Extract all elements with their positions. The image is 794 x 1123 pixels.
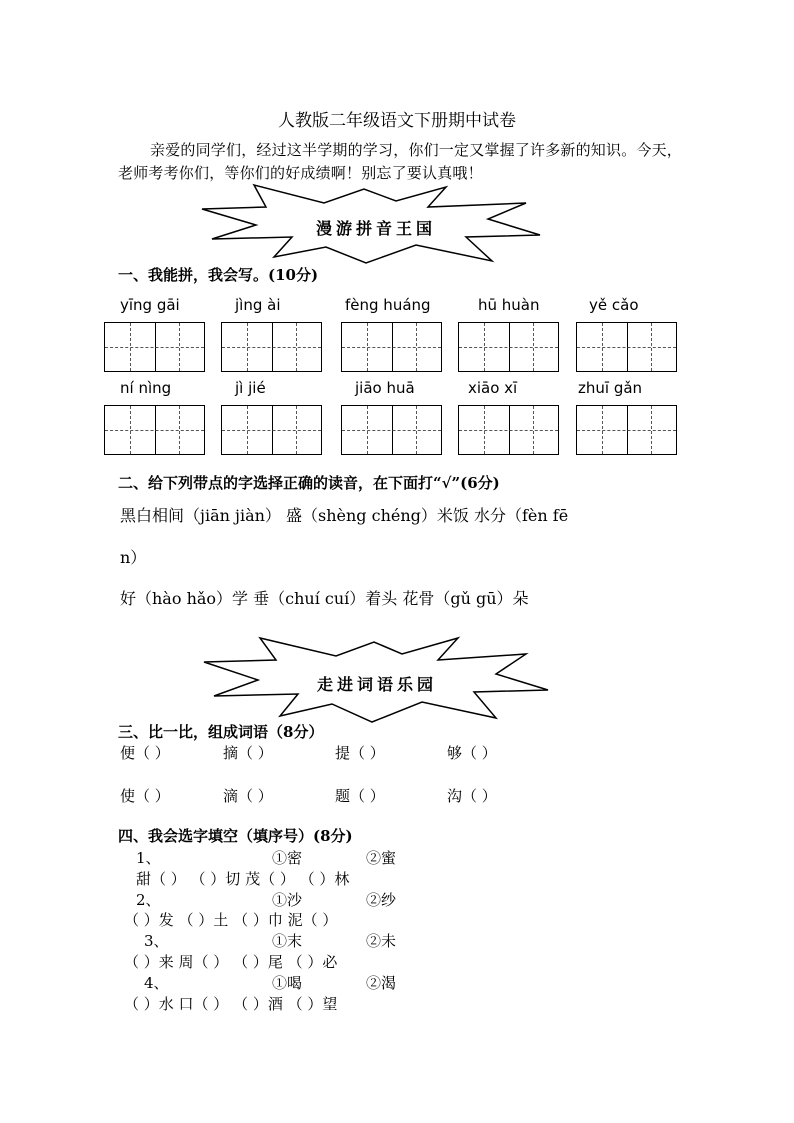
word-pair[interactable]: 便（ ） <box>120 744 170 762</box>
pinyin-label: jìng ài <box>235 296 281 314</box>
q4-fill-line[interactable]: 甜（ ） （ ）切 茂（ ） （ ）林 <box>136 870 350 888</box>
word-pair[interactable]: 滴（ ） <box>223 787 273 805</box>
pinyin-label: xiāo xī <box>468 379 518 397</box>
q4-group-number: 1、 <box>136 849 161 867</box>
q4-group-number: 3、 <box>144 932 169 950</box>
writing-grid-box[interactable] <box>576 405 677 455</box>
word-pair[interactable]: 使（ ） <box>120 787 170 805</box>
writing-grid-box[interactable] <box>221 322 322 372</box>
writing-grid-box[interactable] <box>104 405 205 455</box>
q2-heading: 二、给下列带点的字选择正确的读音，在下面打“√”(6分) <box>118 474 500 492</box>
writing-grid-box[interactable] <box>104 322 205 372</box>
banner-title: 漫游拼音王国 <box>315 219 436 238</box>
q4-option: ②未 <box>366 932 397 950</box>
intro-paragraph: 亲爱的同学们，经过这半学期的学习，你们一定又掌握了许多新的知识。今天，老师考考你们，等你们的好成绩啊！别忘了要认真哦！ <box>118 141 683 182</box>
q1-heading: 一、我能拼，我会写。(10分) <box>118 266 319 284</box>
q4-option: ②蜜 <box>366 849 397 867</box>
q4-group-number: 2、 <box>136 891 161 909</box>
word-pair[interactable]: 题（ ） <box>335 787 385 805</box>
pinyin-label: fèng huáng <box>345 296 431 314</box>
pinyin-label: yě cǎo <box>589 296 639 314</box>
q4-option: ①密 <box>272 849 303 867</box>
page-title: 人教版二年级语文下册期中试卷 <box>278 111 516 131</box>
q2-line-1: 黑白相间（jiān jiàn） 盛（shèng chéng）米饭 水分（fèn fē <box>120 506 569 525</box>
pinyin-label: jì jié <box>235 379 266 397</box>
q4-option: ②纱 <box>366 891 397 909</box>
writing-grid-box[interactable] <box>458 405 559 455</box>
q4-fill-line[interactable]: （ ）发 （ ）土 （ ）巾 泥（ ） <box>124 911 338 929</box>
q4-option: ②渴 <box>366 974 397 992</box>
q4-option: ①沙 <box>272 891 303 909</box>
q4-option: ①末 <box>272 932 303 950</box>
pinyin-label: jiāo huā <box>355 379 415 397</box>
banner-title: 走进词语乐园 <box>316 675 437 694</box>
writing-grid-box[interactable] <box>576 322 677 372</box>
writing-grid-box[interactable] <box>221 405 322 455</box>
q4-fill-line[interactable]: （ ）水 口（ ） （ ）酒 （ ）望 <box>124 995 338 1013</box>
writing-grid-box[interactable] <box>341 322 442 372</box>
word-pair[interactable]: 摘（ ） <box>223 744 273 762</box>
writing-grid-box[interactable] <box>341 405 442 455</box>
pinyin-label: hū huàn <box>478 296 540 314</box>
pinyin-label: yīng gāi <box>120 296 180 314</box>
word-pair[interactable]: 沟（ ） <box>447 787 497 805</box>
writing-grid-box[interactable] <box>458 322 559 372</box>
q4-heading: 四、我会选字填空（填序号）(8分) <box>118 827 353 845</box>
q2-line-1-wrap: n） <box>120 548 147 567</box>
q4-group-number: 4、 <box>144 974 169 992</box>
pinyin-label: ní nìng <box>120 379 172 397</box>
q4-fill-line[interactable]: （ ）来 周（ ） （ ）尾 （ ）必 <box>124 953 338 971</box>
banner-word-park <box>196 636 556 728</box>
word-pair[interactable]: 提（ ） <box>335 744 385 762</box>
banner-pinyin-kingdom <box>196 183 556 269</box>
pinyin-label: zhuī gǎn <box>578 379 643 397</box>
word-pair[interactable]: 够（ ） <box>447 744 497 762</box>
q3-heading: 三、比一比，组成词语（8分） <box>118 723 324 741</box>
q2-line-2: 好（hào hǎo）学 垂（chuí cuí）着头 花骨（gǔ gū）朵 <box>120 589 529 608</box>
q4-option: ①喝 <box>272 974 303 992</box>
